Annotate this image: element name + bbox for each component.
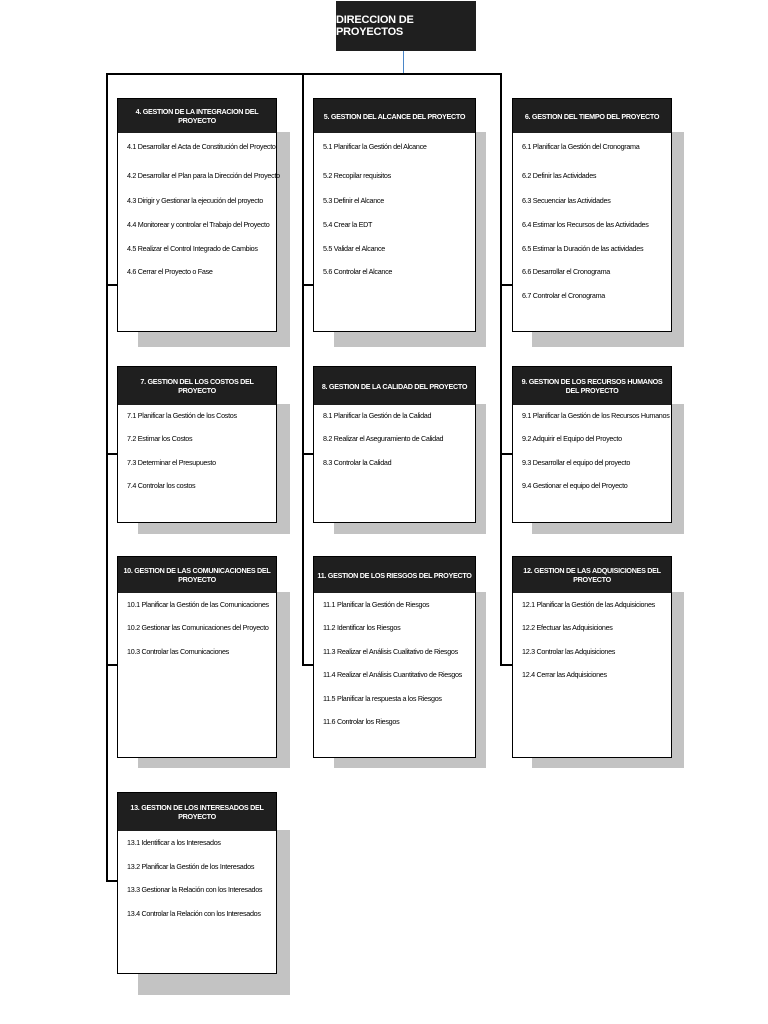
process-item: 8.2 Realizar el Aseguramiento de Calidad [323, 434, 444, 443]
branch-tick [500, 453, 512, 455]
process-item: 12.1 Planificar la Gestión de las Adquisiciones [522, 600, 655, 609]
area-title: 13. GESTION DE LOS INTERESADOS DEL PROYECTO [118, 793, 276, 831]
process-item: 13.4 Controlar la Relación con los Interesados [127, 909, 261, 918]
process-item: 13.3 Gestionar la Relación con los Interesados [127, 885, 263, 894]
process-item: 7.3 Determinar el Presupuesto [127, 458, 216, 467]
process-item: 7.4 Controlar los costos [127, 481, 196, 490]
area-title: 11. GESTION DE LOS RIESGOS DEL PROYECTO [314, 557, 475, 593]
process-item: 7.2 Estimar los Costos [127, 434, 193, 443]
right-spine-line [500, 73, 502, 665]
area-title: 8. GESTION DE LA CALIDAD DEL PROYECTO [314, 367, 475, 405]
area-title: 4. GESTION DE LA INTEGRACION DEL PROYECTO [118, 99, 276, 133]
area-title: 5. GESTION DEL ALCANCE DEL PROYECTO [314, 99, 475, 133]
process-item: 11.6 Controlar los Riesgos [323, 717, 400, 726]
process-item: 11.1 Planificar la Gestión de Riesgos [323, 600, 430, 609]
process-item: 4.6 Cerrar el Proyecto o Fase [127, 267, 213, 276]
area-box-costos [117, 366, 277, 523]
process-item: 11.5 Planificar la respuesta a los Riesgos [323, 694, 442, 703]
process-item: 6.6 Desarrollar el Cronograma [522, 267, 610, 276]
process-item: 5.4 Crear la EDT [323, 220, 373, 229]
process-item: 5.1 Planificar la Gestión del Alcance [323, 142, 427, 151]
process-item: 13.1 Identificar a los Interesados [127, 838, 221, 847]
branch-tick [302, 284, 313, 286]
branch-tick [302, 664, 313, 666]
area-box-adquisiciones [512, 556, 672, 758]
process-item: 5.6 Controlar el Alcance [323, 267, 393, 276]
process-item: 13.2 Planificar la Gestión de los Interesados [127, 862, 255, 871]
process-item: 9.4 Gestionar el equipo del Proyecto [522, 481, 628, 490]
root-connector [403, 51, 404, 73]
process-item: 6.1 Planificar la Gestión del Cronograma [522, 142, 640, 151]
process-item: 10.1 Planificar la Gestión de las Comunicaciones [127, 600, 269, 609]
area-title: 12. GESTION DE LAS ADQUISICIONES DEL PROYECTO [513, 557, 671, 593]
process-item: 6.5 Estimar la Duración de las actividades [522, 244, 644, 253]
area-box-integracion [117, 98, 280, 332]
process-item: 10.2 Gestionar las Comunicaciones del Proyecto [127, 623, 269, 632]
process-item: 7.1 Planificar la Gestión de los Costos [127, 411, 237, 420]
process-item: 5.3 Definir el Alcance [323, 196, 384, 205]
process-item: 4.3 Dirigir y Gestionar la ejecución del proyecto [127, 196, 263, 205]
process-item: 5.5 Validar el Alcance [323, 244, 385, 253]
branch-tick [500, 664, 512, 666]
process-item: 12.2 Efectuar las Adquisiciones [522, 623, 613, 632]
branch-tick [106, 453, 117, 455]
area-title: 9. GESTION DE LOS RECURSOS HUMANOS DEL PROYECTO [513, 367, 671, 405]
area-box-recursos-humanos [512, 366, 672, 523]
process-item: 6.2 Definir las Actividades [522, 171, 597, 180]
root-title: DIRECCION DE PROYECTOS [336, 14, 414, 38]
process-item: 4.2 Desarrollar el Plan para la Dirección del Proyecto [127, 171, 280, 180]
process-item: 11.4 Realizar el Análisis Cuantitativo de Riesgos [323, 670, 462, 679]
process-item: 6.3 Secuenciar las Actividades [522, 196, 611, 205]
process-item: 6.4 Estimar los Recursos de las Actividades [522, 220, 649, 229]
area-box-interesados [117, 792, 277, 974]
area-box-comunicaciones [117, 556, 277, 758]
branch-tick [106, 284, 117, 286]
process-item: 8.3 Controlar la Calidad [323, 458, 392, 467]
process-item: 4.5 Realizar el Control Integrado de Cambios [127, 244, 258, 253]
process-item: 4.4 Monitorear y controlar el Trabajo del Proyecto [127, 220, 270, 229]
process-item: 9.1 Planificar la Gestión de los Recursos Humanos [522, 411, 670, 420]
root-node [336, 1, 476, 51]
branch-tick [500, 284, 512, 286]
area-box-alcance [313, 98, 476, 332]
process-item: 9.3 Desarrollar el equipo del proyecto [522, 458, 631, 467]
area-box-tiempo [512, 98, 672, 332]
area-title: 10. GESTION DE LAS COMUNICACIONES DEL PROYECTO [118, 557, 276, 593]
area-box-riesgos [313, 556, 476, 758]
process-item: 6.7 Controlar el Cronograma [522, 291, 605, 300]
top-bus-line [106, 73, 501, 75]
process-item: 12.4 Cerrar las Adquisiciones [522, 670, 607, 679]
process-item: 8.1 Planificar la Gestión de la Calidad [323, 411, 432, 420]
left-spine-line [106, 73, 108, 881]
process-item: 4.1 Desarrollar el Acta de Constitución del Proyecto [127, 142, 276, 151]
middle-spine-line [302, 73, 304, 665]
process-item: 11.3 Realizar el Análisis Cualitativo de Riesgos [323, 647, 458, 656]
process-item: 11.2 Identificar los Riesgos [323, 623, 401, 632]
process-item: 10.3 Controlar las Comunicaciones [127, 647, 229, 656]
branch-tick [106, 880, 117, 882]
area-box-calidad [313, 366, 476, 523]
branch-tick [106, 664, 117, 666]
process-item: 9.2 Adquirir el Equipo del Proyecto [522, 434, 622, 443]
area-title: 6. GESTION DEL TIEMPO DEL PROYECTO [513, 99, 671, 133]
process-item: 12.3 Controlar las Adquisiciones [522, 647, 616, 656]
area-title: 7. GESTION DEL LOS COSTOS DEL PROYECTO [118, 367, 276, 405]
process-item: 5.2 Recopilar requisitos [323, 171, 391, 180]
branch-tick [302, 453, 313, 455]
